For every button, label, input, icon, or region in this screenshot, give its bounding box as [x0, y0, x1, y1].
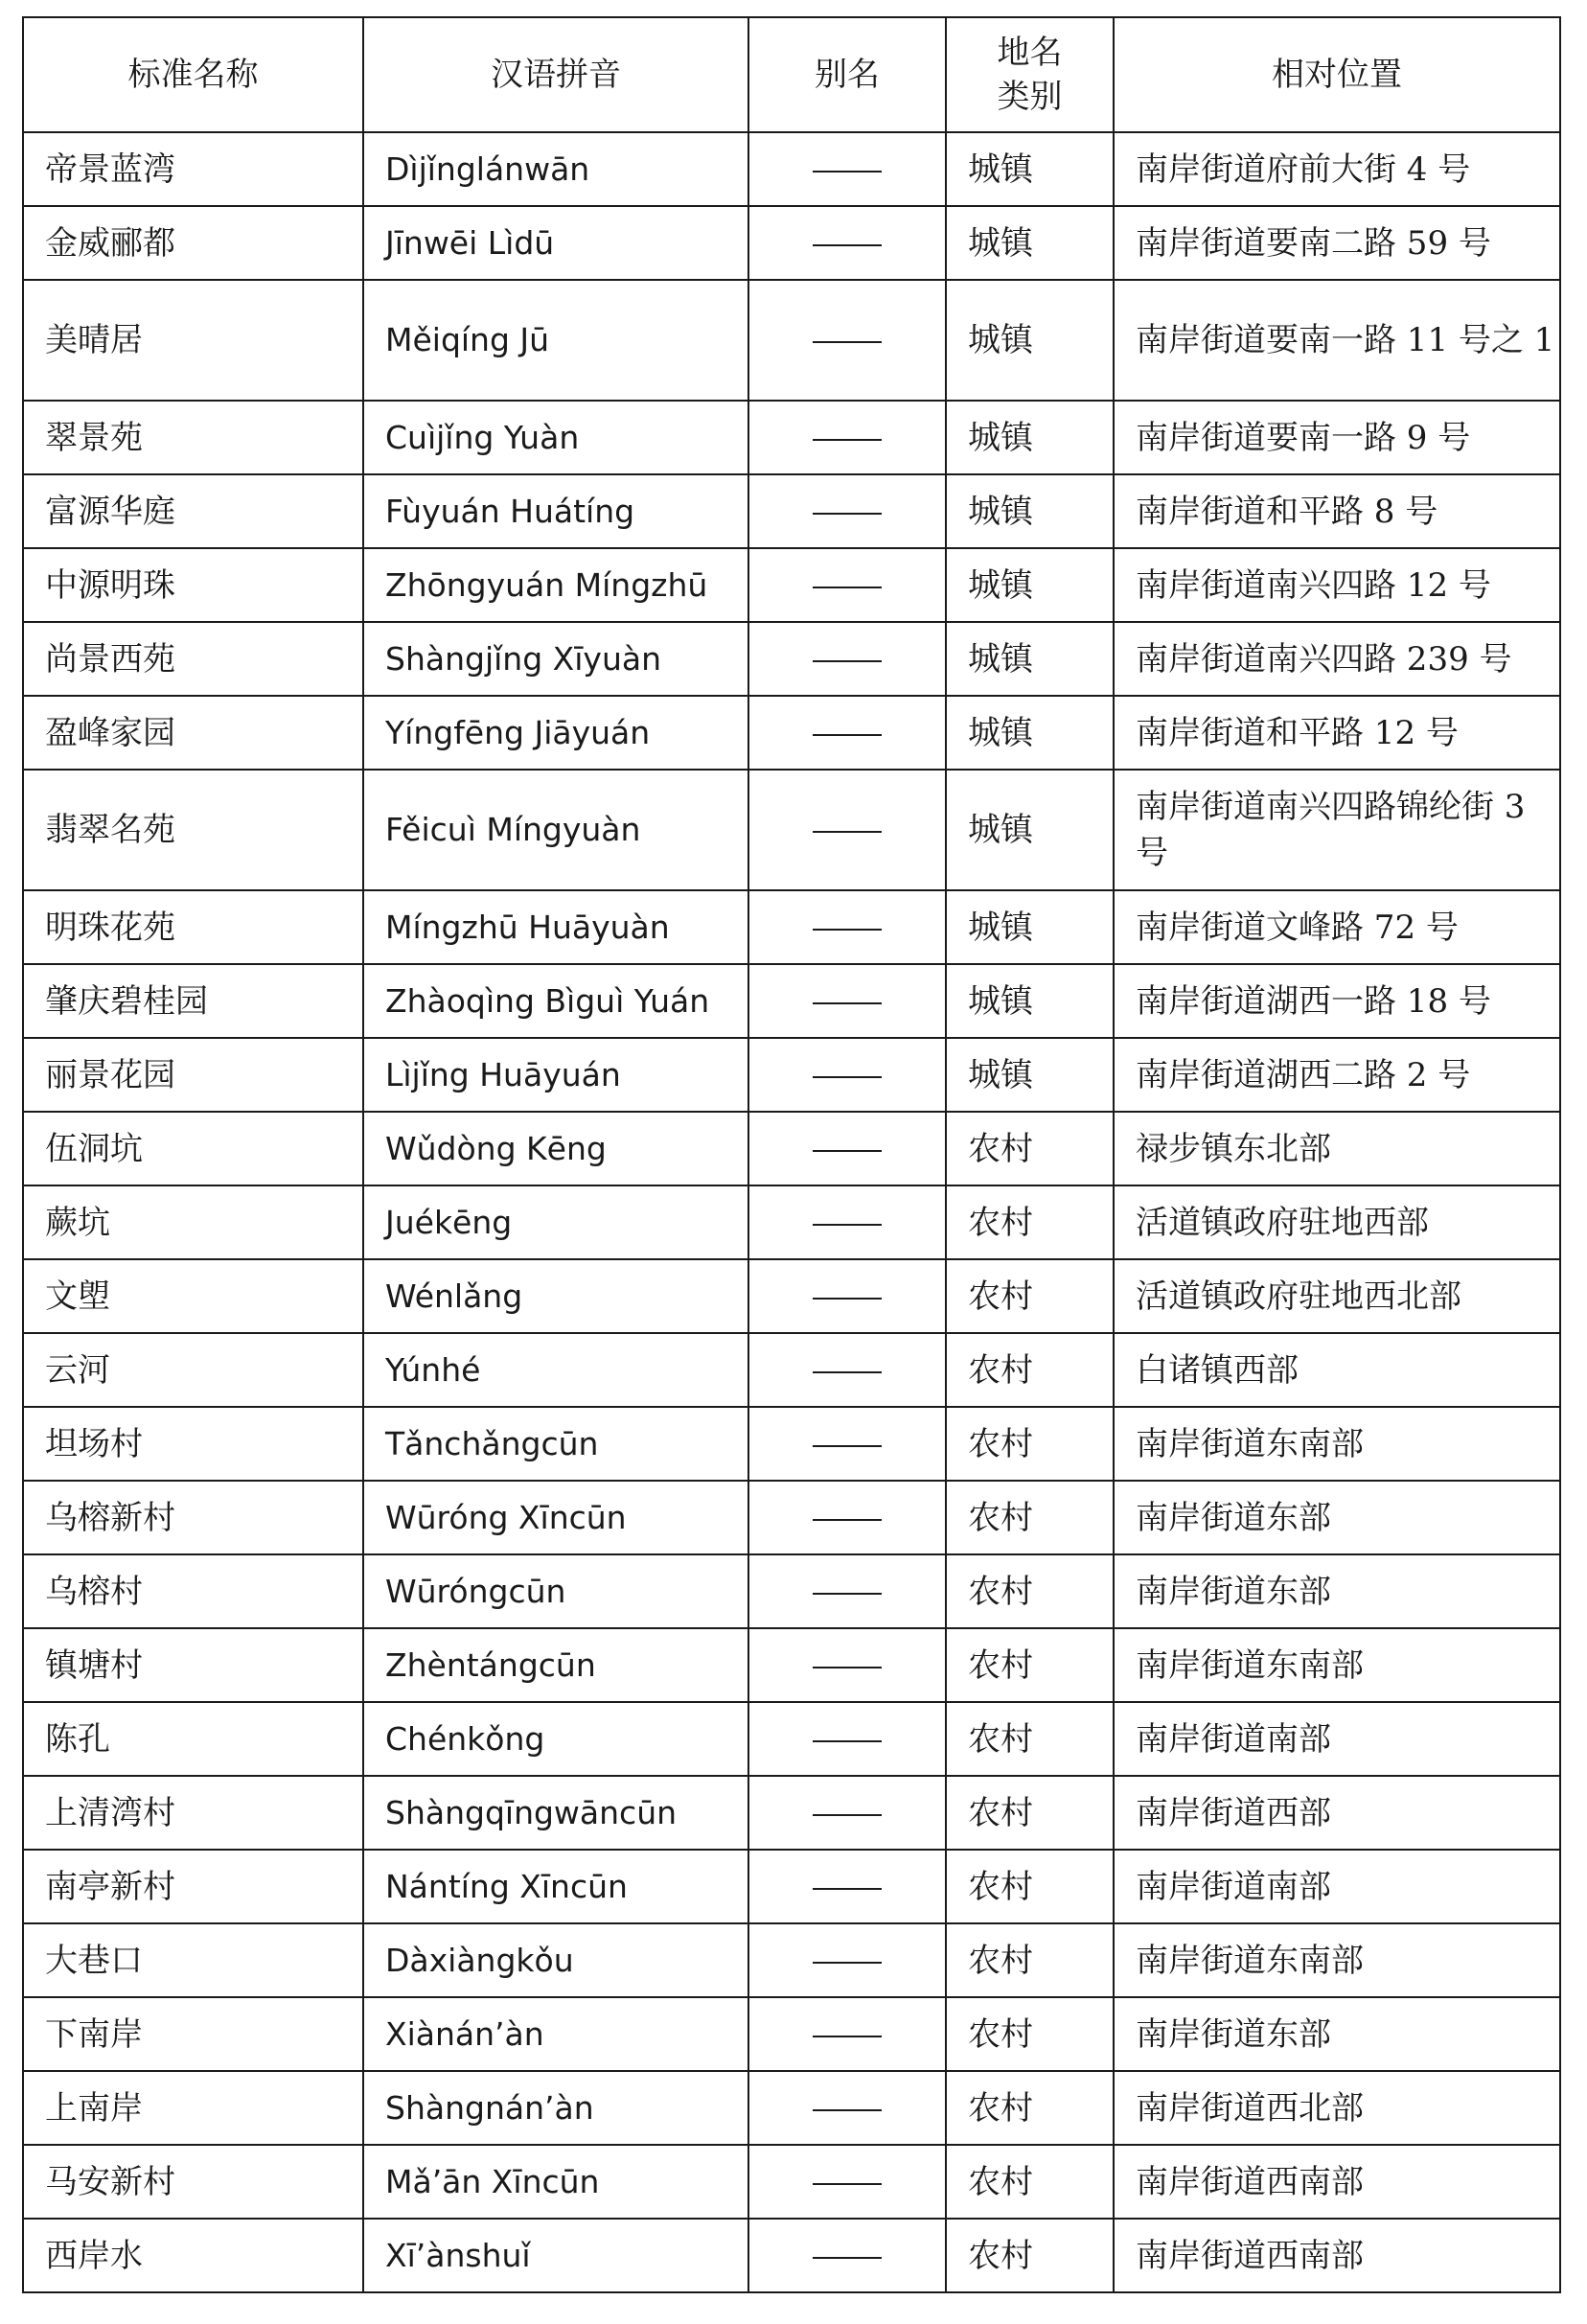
cell-alias	[748, 696, 946, 770]
alias-dash	[813, 1298, 882, 1300]
cell-alias	[748, 1554, 946, 1628]
alias-dash	[813, 1002, 882, 1004]
alias-dash	[813, 1962, 882, 1964]
cell-standard-name: 文塱	[23, 1259, 363, 1333]
cell-category: 农村	[946, 1997, 1114, 2071]
cell-pinyin: Wénlǎng	[363, 1259, 748, 1333]
cell-alias	[748, 2145, 946, 2219]
table-row	[23, 1112, 1560, 1185]
cell-standard-name: 富源华庭	[23, 474, 363, 548]
cell-pinyin: Shàngqīngwāncūn	[363, 1776, 748, 1850]
cell-pinyin: Dàxiàngkǒu	[363, 1923, 748, 1997]
cell-category: 农村	[946, 1628, 1114, 1702]
cell-category: 农村	[946, 1923, 1114, 1997]
cell-pinyin: Shàngjǐng Xīyuàn	[363, 622, 748, 696]
cell-alias	[748, 206, 946, 280]
place-name-table-container	[22, 16, 1559, 2293]
cell-alias	[748, 770, 946, 890]
cell-standard-name: 翡翠名苑	[23, 770, 363, 890]
table-row	[23, 1776, 1560, 1850]
table-row	[23, 1407, 1560, 1481]
cell-location: 南岸街道东南部	[1114, 1628, 1560, 1702]
cell-location: 南岸街道湖西一路 18 号	[1114, 964, 1560, 1038]
cell-alias	[748, 1481, 946, 1554]
cell-category: 城镇	[946, 280, 1114, 401]
cell-pinyin: Wūróngcūn	[363, 1554, 748, 1628]
cell-alias	[748, 1997, 946, 2071]
cell-category: 农村	[946, 2071, 1114, 2145]
cell-location: 南岸街道要南二路 59 号	[1114, 206, 1560, 280]
cell-pinyin: Fěicuì Míngyuàn	[363, 770, 748, 890]
cell-standard-name: 乌榕村	[23, 1554, 363, 1628]
alias-dash	[813, 171, 882, 173]
table-row	[23, 622, 1560, 696]
cell-standard-name: 陈孔	[23, 1702, 363, 1776]
alias-dash	[813, 929, 882, 931]
cell-alias	[748, 1702, 946, 1776]
cell-category: 农村	[946, 1850, 1114, 1923]
cell-pinyin: Xī’ànshuǐ	[363, 2219, 748, 2292]
table-row	[23, 964, 1560, 1038]
alias-dash	[813, 1519, 882, 1521]
cell-alias	[748, 1259, 946, 1333]
cell-category: 农村	[946, 1702, 1114, 1776]
table-row	[23, 1702, 1560, 1776]
table-row	[23, 1333, 1560, 1407]
table-row	[23, 1481, 1560, 1554]
cell-location: 白诸镇西部	[1114, 1333, 1560, 1407]
cell-standard-name: 肇庆碧桂园	[23, 964, 363, 1038]
alias-dash	[813, 1150, 882, 1152]
cell-alias	[748, 2219, 946, 2292]
alias-dash	[813, 1445, 882, 1447]
cell-pinyin: Jīnwēi Lìdū	[363, 206, 748, 280]
header-category-line1: 地名	[997, 34, 1063, 72]
cell-location: 活道镇政府驻地西部	[1114, 1185, 1560, 1259]
cell-standard-name: 下南岸	[23, 1997, 363, 2071]
alias-dash	[813, 1888, 882, 1890]
alias-dash	[813, 244, 882, 246]
cell-category: 农村	[946, 1554, 1114, 1628]
cell-location: 南岸街道文峰路 72 号	[1114, 890, 1560, 964]
table-row	[23, 770, 1560, 890]
cell-alias	[748, 548, 946, 622]
alias-dash	[813, 439, 882, 441]
alias-dash	[813, 660, 882, 662]
alias-dash	[813, 1814, 882, 1816]
header-category	[946, 17, 1114, 132]
cell-pinyin: Shàngnán’àn	[363, 2071, 748, 2145]
alias-dash	[813, 1224, 882, 1226]
table-row	[23, 548, 1560, 622]
cell-location: 南岸街道南兴四路 12 号	[1114, 548, 1560, 622]
cell-standard-name: 南亭新村	[23, 1850, 363, 1923]
cell-pinyin: Wūróng Xīncūn	[363, 1481, 748, 1554]
alias-dash	[813, 587, 882, 588]
alias-dash	[813, 2036, 882, 2037]
header-alias: 别名	[748, 17, 946, 132]
cell-standard-name: 丽景花园	[23, 1038, 363, 1112]
place-name-table	[22, 16, 1561, 2293]
cell-category: 农村	[946, 2219, 1114, 2292]
cell-standard-name: 中源明珠	[23, 548, 363, 622]
cell-location: 南岸街道东部	[1114, 1997, 1560, 2071]
table-row	[23, 206, 1560, 280]
table-row	[23, 1628, 1560, 1702]
table-body	[23, 132, 1560, 2292]
table-row	[23, 1923, 1560, 1997]
cell-category: 城镇	[946, 132, 1114, 206]
cell-alias	[748, 622, 946, 696]
cell-category: 农村	[946, 1333, 1114, 1407]
cell-category: 农村	[946, 1481, 1114, 1554]
cell-location: 南岸街道东南部	[1114, 1923, 1560, 1997]
cell-location: 禄步镇东北部	[1114, 1112, 1560, 1185]
table-row	[23, 2145, 1560, 2219]
cell-standard-name: 上南岸	[23, 2071, 363, 2145]
alias-dash	[813, 734, 882, 736]
table-row	[23, 132, 1560, 206]
cell-location: 南岸街道要南一路 11 号之 1	[1114, 280, 1560, 401]
table-row	[23, 401, 1560, 474]
cell-pinyin: Mǎ’ān Xīncūn	[363, 2145, 748, 2219]
cell-standard-name: 西岸水	[23, 2219, 363, 2292]
cell-location: 南岸街道和平路 8 号	[1114, 474, 1560, 548]
cell-standard-name: 翠景苑	[23, 401, 363, 474]
cell-pinyin: Zhèntángcūn	[363, 1628, 748, 1702]
header-location: 相对位置	[1114, 17, 1560, 132]
table-row	[23, 1997, 1560, 2071]
table-row	[23, 696, 1560, 770]
header-category-line2: 类别	[997, 78, 1063, 116]
cell-pinyin: Míngzhū Huāyuàn	[363, 890, 748, 964]
cell-standard-name: 尚景西苑	[23, 622, 363, 696]
cell-alias	[748, 1185, 946, 1259]
cell-category: 城镇	[946, 770, 1114, 890]
cell-alias	[748, 1628, 946, 1702]
cell-alias	[748, 1112, 946, 1185]
cell-pinyin: Juékēng	[363, 1185, 748, 1259]
cell-location: 南岸街道和平路 12 号	[1114, 696, 1560, 770]
cell-category: 城镇	[946, 548, 1114, 622]
alias-dash	[813, 831, 882, 833]
cell-category: 城镇	[946, 696, 1114, 770]
cell-alias	[748, 132, 946, 206]
table-row	[23, 1038, 1560, 1112]
cell-pinyin: Xiànán’àn	[363, 1997, 748, 2071]
cell-standard-name: 镇塘村	[23, 1628, 363, 1702]
cell-location: 南岸街道南部	[1114, 1850, 1560, 1923]
cell-pinyin: Zhàoqìng Bìguì Yuán	[363, 964, 748, 1038]
alias-dash	[813, 1740, 882, 1742]
cell-category: 农村	[946, 1185, 1114, 1259]
cell-category: 农村	[946, 1776, 1114, 1850]
cell-alias	[748, 1038, 946, 1112]
cell-alias	[748, 890, 946, 964]
cell-location: 南岸街道西南部	[1114, 2219, 1560, 2292]
table-row	[23, 2071, 1560, 2145]
cell-standard-name: 帝景蓝湾	[23, 132, 363, 206]
cell-alias	[748, 1776, 946, 1850]
alias-dash	[813, 2183, 882, 2185]
cell-pinyin: Dìjǐnglánwān	[363, 132, 748, 206]
cell-pinyin: Yíngfēng Jiāyuán	[363, 696, 748, 770]
cell-category: 城镇	[946, 890, 1114, 964]
cell-category: 城镇	[946, 474, 1114, 548]
cell-location: 南岸街道东部	[1114, 1554, 1560, 1628]
table-row	[23, 280, 1560, 401]
table-row	[23, 1554, 1560, 1628]
cell-alias	[748, 280, 946, 401]
table-row	[23, 474, 1560, 548]
table-row	[23, 1185, 1560, 1259]
alias-dash	[813, 2257, 882, 2259]
cell-pinyin: Lìjǐng Huāyuán	[363, 1038, 748, 1112]
cell-standard-name: 马安新村	[23, 2145, 363, 2219]
cell-alias	[748, 1923, 946, 1997]
alias-dash	[813, 1076, 882, 1078]
cell-location: 南岸街道府前大街 4 号	[1114, 132, 1560, 206]
cell-standard-name: 金威郦都	[23, 206, 363, 280]
cell-category: 城镇	[946, 1038, 1114, 1112]
cell-standard-name: 云河	[23, 1333, 363, 1407]
cell-pinyin: Měiqíng Jū	[363, 280, 748, 401]
table-row	[23, 890, 1560, 964]
cell-pinyin: Wǔdòng Kēng	[363, 1112, 748, 1185]
table-header-row	[23, 17, 1560, 132]
alias-dash	[813, 1371, 882, 1373]
cell-alias	[748, 401, 946, 474]
cell-location: 南岸街道要南一路 9 号	[1114, 401, 1560, 474]
cell-standard-name: 乌榕新村	[23, 1481, 363, 1554]
cell-standard-name: 坦场村	[23, 1407, 363, 1481]
cell-location: 南岸街道南兴四路锦纶街 3 号	[1114, 770, 1560, 890]
cell-location: 南岸街道东部	[1114, 1481, 1560, 1554]
cell-standard-name: 上清湾村	[23, 1776, 363, 1850]
cell-location: 活道镇政府驻地西北部	[1114, 1259, 1560, 1333]
cell-standard-name: 明珠花苑	[23, 890, 363, 964]
cell-category: 城镇	[946, 964, 1114, 1038]
header-pinyin: 汉语拼音	[363, 17, 748, 132]
cell-alias	[748, 1407, 946, 1481]
alias-dash	[813, 2109, 882, 2111]
alias-dash	[813, 1667, 882, 1668]
cell-standard-name: 美晴居	[23, 280, 363, 401]
cell-alias	[748, 2071, 946, 2145]
table-row	[23, 1850, 1560, 1923]
cell-location: 南岸街道南兴四路 239 号	[1114, 622, 1560, 696]
table-row	[23, 2219, 1560, 2292]
cell-alias	[748, 1333, 946, 1407]
alias-dash	[813, 513, 882, 515]
cell-pinyin: Nántíng Xīncūn	[363, 1850, 748, 1923]
alias-dash	[813, 1593, 882, 1595]
cell-category: 城镇	[946, 206, 1114, 280]
cell-category: 农村	[946, 1407, 1114, 1481]
cell-standard-name: 大巷口	[23, 1923, 363, 1997]
cell-location: 南岸街道西北部	[1114, 2071, 1560, 2145]
cell-pinyin: Zhōngyuán Míngzhū	[363, 548, 748, 622]
cell-pinyin: Cuìjǐng Yuàn	[363, 401, 748, 474]
cell-standard-name: 伍洞坑	[23, 1112, 363, 1185]
cell-alias	[748, 1850, 946, 1923]
table-row	[23, 1259, 1560, 1333]
cell-category: 农村	[946, 2145, 1114, 2219]
cell-category: 农村	[946, 1112, 1114, 1185]
cell-location: 南岸街道东南部	[1114, 1407, 1560, 1481]
cell-pinyin: Yúnhé	[363, 1333, 748, 1407]
cell-category: 农村	[946, 1259, 1114, 1333]
cell-location: 南岸街道西部	[1114, 1776, 1560, 1850]
cell-location: 南岸街道湖西二路 2 号	[1114, 1038, 1560, 1112]
cell-standard-name: 蕨坑	[23, 1185, 363, 1259]
cell-alias	[748, 964, 946, 1038]
cell-pinyin: Fùyuán Huátíng	[363, 474, 748, 548]
alias-dash	[813, 341, 882, 343]
cell-location: 南岸街道南部	[1114, 1702, 1560, 1776]
cell-pinyin: Tǎnchǎngcūn	[363, 1407, 748, 1481]
cell-location: 南岸街道西南部	[1114, 2145, 1560, 2219]
cell-pinyin: Chénkǒng	[363, 1702, 748, 1776]
cell-alias	[748, 474, 946, 548]
cell-category: 城镇	[946, 622, 1114, 696]
cell-standard-name: 盈峰家园	[23, 696, 363, 770]
cell-category: 城镇	[946, 401, 1114, 474]
header-standard-name: 标准名称	[23, 17, 363, 132]
